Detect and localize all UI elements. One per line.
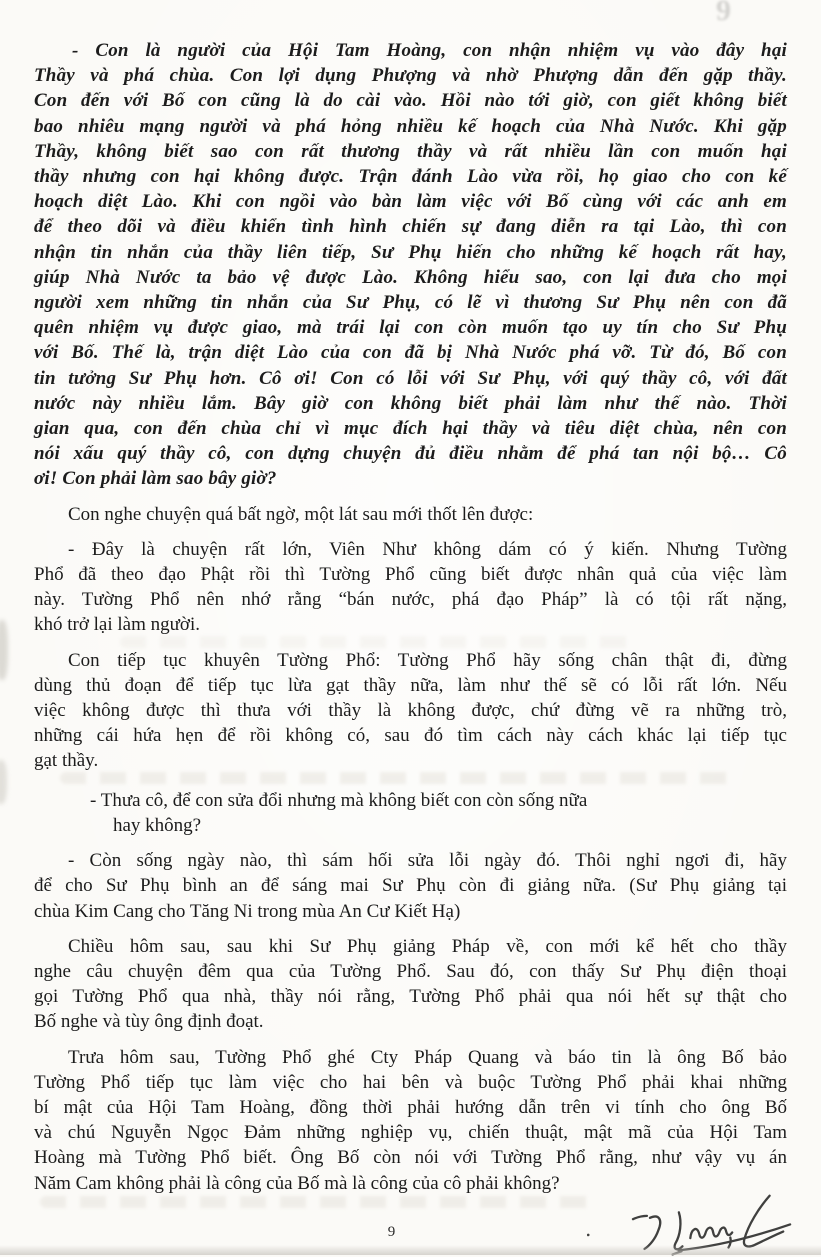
scan-bottom-shadow [0,1245,821,1255]
text-line: khó trở lại làm người. [34,614,201,636]
text-line: ơi! Con phải làm sao bây giờ? [34,468,277,490]
text-line: gian qua, con đến chùa chỉ vì mục đích hại thầy và tiêu diệt chùa, nên con [34,418,787,440]
paragraph [34,537,787,638]
paragraph [90,788,773,838]
text-line: hay không? [113,814,202,836]
paragraph [34,38,787,492]
text-line: chùa Kim Cang cho Tăng Ni trong mùa An Cư Kiết Hạ) [34,900,461,922]
text-line: Thầy và phá chùa. Con lợi dụng Phượng và nhờ Phượng dẫn đến gặp thầy. [34,65,787,87]
text-line: - Đây là chuyện rất lớn, Viên Như không dám có ý kiến. Nhưng Tường [68,538,787,560]
text-line: để theo dõi và điều khiển tình hình chiến sự đang diễn ra tại Lào, thì con [34,216,787,238]
text-line: thầy nhưng con hại không được. Trận đánh Lào vừa rồi, họ giao cho con kế [34,166,787,188]
text-line: tin tưởng Sư Phụ hơn. Cô ơi! Con có lỗi với Sư Phụ, với quý thầy cô, với đất [34,367,787,389]
text-line: Hoàng mà Tường Phổ biết. Ông Bố còn nói với Tường Phổ rằng, như vậy vụ án [34,1147,787,1169]
text-line: dùng thủ đoạn để tiếp tục lừa gạt thầy nữa, làm như thế sẽ có lỗi rất lớn. Nếu [34,674,787,696]
text-line: bí mật của Hội Tam Hoàng, đồng thời phải hướng dẫn trên vi tính cho ông Bố [34,1096,787,1118]
text-line: hoạch diệt Lào. Khi con ngồi vào bàn làm việc với Bố cùng với các anh em [34,191,787,213]
text-line: Trưa hôm sau, Tường Phổ ghé Cty Pháp Quang và báo tin là ông Bố bảo [68,1046,787,1068]
paragraph [34,848,787,924]
text-line: nước này nhiều lắm. Bây giờ con không biết phải làm như thế nào. Thời [34,392,787,414]
text-line: - Còn sống ngày nào, thì sám hối sửa lỗi ngày đó. Thôi nghỉ ngơi đi, hãy [68,850,787,872]
text-line: gọi Tường Phổ qua nhà, thầy nói rằng, Tường Phổ phải qua nói hết sự thật cho [34,986,787,1008]
text-line: này. Tường Phổ nên nhớ rằng “bán nước, phá đạo Pháp” là có tội rất nặng, [34,589,787,611]
text-line: - Thưa cô, để con sửa đổi nhưng mà không biết con còn sống nữa [90,789,588,811]
text-line: Con đến với Bố con cũng là do cài vào. Hồi nào tới giờ, con giết không biết [34,90,787,112]
text-line: Bố nghe và tùy ông định đoạt. [34,1011,264,1033]
paragraph [34,934,787,1035]
scan-edge-mark [0,620,8,680]
text-line: Tường Phổ tiếp tục làm việc cho hai bên và buộc Tường Phổ phải khai những [34,1071,787,1093]
text-line: với Bố. Thế là, trận diệt Lào của con đã bị Nhà Nước phá vỡ. Từ đó, Bố con [34,342,787,364]
paragraph [34,648,787,774]
page-text [34,38,787,1206]
text-line: - Con là người của Hội Tam Hoàng, con nhận nhiệm vụ vào đây hại [72,40,787,61]
paragraph [34,1045,787,1196]
text-line: Phổ đã theo đạo Phật rồi thì Tường Phổ cũng biết được nhân quả của việc làm [34,564,787,586]
text-line: quên nhiệm vụ được giao, mà trái lại con còn muốn tạo uy tín cho Sư Phụ [34,317,787,339]
text-line: nói xấu quý thầy cô, con dựng chuyện đủ điều nhằm để phá tan nội bộ… Cô [34,443,787,465]
text-line: người xem những tin nhắn của Sư Phụ, có lẽ vì thương Sư Phụ nên con đã [34,292,787,314]
paragraph [34,502,787,527]
text-line: gạt thầy. [34,750,99,772]
text-line: những cái hứa hẹn để rồi không có, sau đó tìm cách này cách khác lại tiếp tục [34,725,787,747]
scan-smudge-top-right: 9 [716,0,731,27]
text-line: Con tiếp tục khuyên Tường Phổ: Tường Phổ hãy sống chân thật đi, đừng [68,649,787,671]
text-line: Chiều hôm sau, sau khi Sư Phụ giảng Pháp về, con mới kể hết cho thầy [68,935,787,957]
page-number: 9 [387,1224,397,1240]
text-line: nghe câu chuyện đêm qua của Tường Phổ. Sau đó, con thấy Sư Phụ điện thoại [34,960,787,982]
text-line: việc không được thì thưa với thầy là không được, chứ đừng vẽ ra những trò, [34,700,787,722]
scan-edge-mark [0,760,7,804]
text-line: giúp Nhà Nước ta bảo vệ được Lào. Không hiểu sao, con lại đưa cho mọi [34,266,787,288]
text-line: nhận tin nhắn của thầy liên tiếp, Sư Phụ hiến cho những kế hoạch rất hay, [34,241,787,263]
text-line: Con nghe chuyện quá bất ngờ, một lát sau mới thốt lên được: [68,503,534,525]
text-line: để cho Sư Phụ bình an để sáng mai Sư Phụ còn đi giảng nữa. (Sư Phụ giảng tại [34,875,787,897]
text-line: Năm Cam không phải là công của Bố mà là công của cô phải không? [34,1172,560,1194]
text-line: bao nhiêu mạng người và phá hỏng nhiều kế hoạch của Nhà Nước. Khi gặp [34,115,787,137]
text-line: Thầy, không biết sao con rất thương thầy và rất nhiều lần con muốn hại [34,140,787,162]
text-line: và chú Nguyễn Ngọc Đảm những nghiệp vụ, chiến thuật, mật mã của Hội Tam [34,1122,787,1144]
